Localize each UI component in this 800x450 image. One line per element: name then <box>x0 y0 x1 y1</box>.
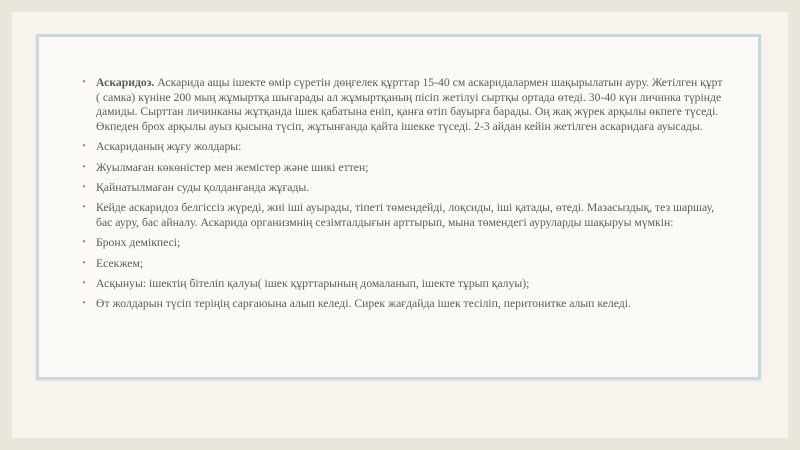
bullet-icon: • <box>82 202 86 214</box>
bullet-text: Өт жолдарын түсіп теріңің сарғаюына алып келеді. Сирек жағдайда ішек тесіліп, перитонитке алып келеді. <box>96 297 631 311</box>
bullet-icon: • <box>82 237 86 249</box>
bullet-text: Аскариданың жұғу жолдары: <box>96 140 242 154</box>
bullet-item <box>82 276 726 292</box>
bullet-icon: • <box>82 298 86 310</box>
intro-term: Аскаридоз. <box>96 76 155 89</box>
bullet-item <box>82 297 726 312</box>
left-edge <box>0 0 12 450</box>
intro-paragraph <box>82 76 726 135</box>
bullet-text: Жуылмаған көкөністер мен жемістер және шикі еттен; <box>96 160 369 174</box>
bullet-icon: • <box>82 161 86 173</box>
bullet-text: Есекжем; <box>96 256 144 270</box>
bullet-icon: • <box>82 257 86 269</box>
slide-content <box>82 76 726 312</box>
bullet-text: Қайнатылмаған суды қолданғанда жұғады. <box>96 181 310 194</box>
bullet-item <box>82 201 726 230</box>
bullet-icon: • <box>82 182 86 193</box>
bullet-text: Бронх демікпесі; <box>96 236 181 250</box>
bullet-text: Кейде аскаридоз белгіссіз жүреді, жиі іші ауырады, тіпеті төмендейді, лоқсиды, іші қатады, өтеді. Мазасыздық, тез шаршау, бас ауру, бас айналу. Аскарида организмнің сезімталдығын арттырып, мына төмендегі ауруларды шақыруы мүмкін: <box>96 201 715 229</box>
bullet-text: Асқынуы: ішектің бітеліп қалуы( ішек құрттарының домаланып, ішекте тұрып қалуы); <box>96 276 530 290</box>
slide-frame <box>36 34 761 380</box>
bottom-edge <box>0 438 800 450</box>
intro-text: Аскарида ащы ішекте өмір сүретін дөңгелек құрттар 15-40 см аскаридалармен шақырылатын ауру. Жетілген құрт ( самка) күніне 200 мың жұмыртқа шығарады ал жұмыртқаның пісіп жетілуі сыртқы ортада өтеді. 30-40 күн личинка түрінде дамиды. Сырттан личинканы жұтқанда ішек қабатына еніп, қанға өтіп бауырға барады. Оң жақ жүрек арқылы өкпеге түседі. Өкпеден брох арқылы ауыз қысына түсіп, жұтынғанда қайта ішекке түседі. 2-3 айдан кейін жетілген аскаридаға ауысады. <box>96 76 723 134</box>
bullet-item <box>82 140 726 155</box>
top-edge <box>0 0 800 12</box>
bullet-icon: • <box>82 277 86 289</box>
bullet-item <box>82 236 726 251</box>
bullet-item <box>82 160 726 176</box>
bullet-item <box>82 181 726 196</box>
bullet-icon: • <box>82 77 86 88</box>
bullet-item <box>82 256 726 272</box>
right-edge <box>788 0 800 450</box>
bullet-icon: • <box>82 141 86 153</box>
